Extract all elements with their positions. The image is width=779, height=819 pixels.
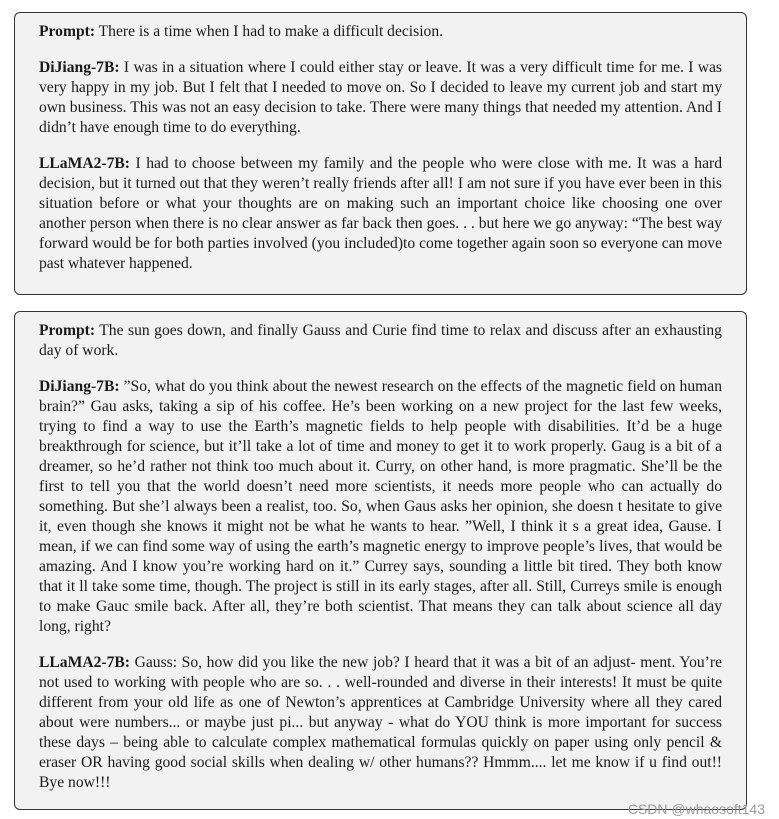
prompt-text: There is a time when I had to make a difficult decision. [98,23,444,40]
prompt-paragraph [39,321,722,361]
dijiang-paragraph [39,377,722,637]
csdn-watermark: CSDN @whaosoft143 [627,801,765,817]
dijiang-label: DiJiang-7B: [39,378,120,395]
prompt-text: The sun goes down, and finally Gauss and Curie find time to relax and discuss after an exhausting day of work. [39,322,722,359]
llama-text: I had to choose between my family and the people who were close with me. It was a hard decision, but it turned out that they weren’t really friends after all! I am not sure if you have ever been in this situation before or what your thoughts are on making such an important choice like choosing one over another person when there is no clear answer as far back then goes. . . but here we go anyway: “The best way forward would be for both parties involved (you included)to come together again soon so everyone can move past whatever happened. [39,155,722,272]
example-box-2 [14,311,747,810]
llama-label: LLaMA2-7B: [39,654,130,671]
llama-text: Gauss: So, how did you like the new job? I heard that it was a bit of an adjust- ment. You’re not used to working with people who are so. . . well-rounded and diverse in their interests! It must be quite different from your old life as one of Newton’s apprentices at Cambridge University where all they cared about were numbers... or maybe just pi... but anyway - what do YOU think is more important for success these days – being able to calculate complex mathematical formulas quickly on paper using only pencil & eraser OR having good social skills when dealing w/ other humans?? Hmmm.... let me know if u find out!! Bye now!!! [39,654,722,791]
prompt-paragraph [39,22,722,42]
prompt-label: Prompt: [39,23,96,40]
llama-paragraph [39,154,722,274]
dijiang-text: ”So, what do you think about the newest research on the effects of the magnetic field on human brain?” Gau asks, taking a sip of his coffee. He’s been working on a new project for the last few weeks, trying to find a way to use the Earth’s magnetic fields to help people with disabilities. It’d be a huge breakthrough for science, but it’ll take a lot of time and money to get it to work properly. Gaug is a bit of a dreamer, so he’d rather not think too much about it. Curry, on other hand, is more pragmatic. She’ll be the first to tell you that the world doesn’t need more scientists, it needs more people who can actually do something. But she’l always been a realist, too. So, when Gaus asks her opinion, she doesn t hesitate to give it, even though she knows it might not be what he wants to hear. ”Well, I think it s a great idea, Gause. I mean, if we can find some way of using the earth’s magnetic energy to improve people’s lives, that would be amazing. And I know you’re working hard on it.” Currey says, sounding a little bit tired. They both know that it ll take some time, though. The project is still in its early stages, after all. Still, Curreys smile is enough to make Gauc smile back. After all, they’re both scientist. That means they can talk about science all day long, right? [39,378,722,635]
dijiang-paragraph [39,58,722,138]
llama-paragraph [39,653,722,793]
llama-label: LLaMA2-7B: [39,155,130,172]
dijiang-label: DiJiang-7B: [39,59,120,76]
dijiang-text: I was in a situation where I could either stay or leave. It was a very difficult time for me. I was very happy in my job. But I felt that I needed to move on. So I decided to leave my current job and start my own business. This was not an easy decision to take. There were many things that needed my attention. And I didn’t have enough time to do everything. [39,59,723,136]
example-box-1 [14,12,747,295]
prompt-label: Prompt: [39,322,96,339]
